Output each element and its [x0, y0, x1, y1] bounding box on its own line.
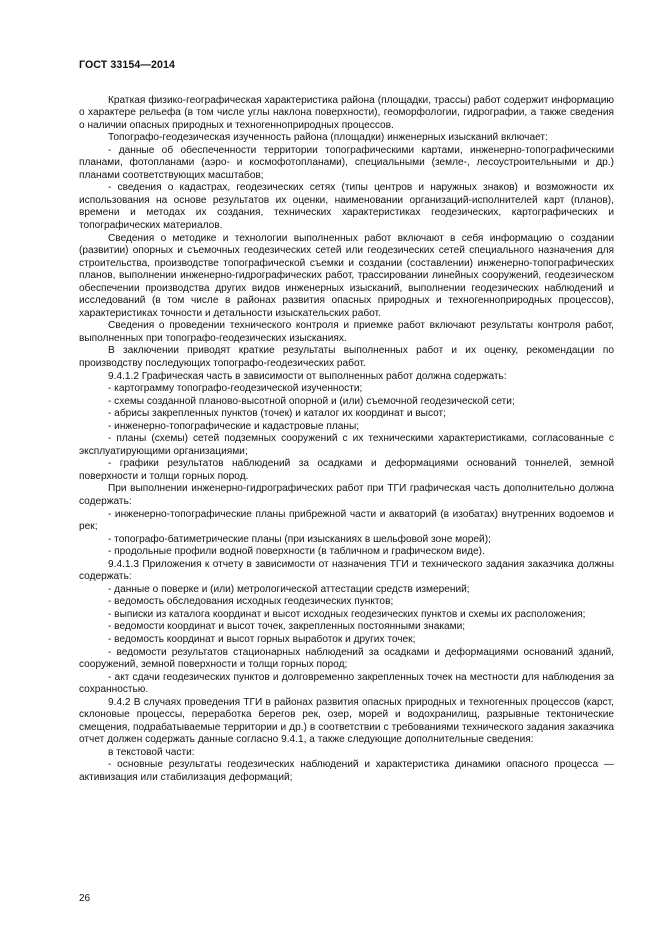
list-item: - ведомости результатов стационарных наблюдений за осадками и деформациями оснований зданий, сооружений, земной поверхности и толщи горных пород;: [79, 646, 614, 671]
list-item: - ведомость координат и высот горных выработок и других точек;: [108, 634, 416, 646]
list-item: - ведомости координат и высот точек, закрепленных постоянными знаками;: [108, 621, 466, 633]
paragraph: Сведения о проведении технического контроля и приемке работ включают результаты контроля работ, выполненных при топографо-геодезических изысканиях.: [79, 320, 614, 344]
paragraph: При выполнении инженерно-гидрографических работ при ТГИ графическая часть дополнительно должна содержать:: [79, 483, 614, 507]
paragraph: Топографо-геодезическая изученность района (площадки) инженерных изысканий включает:: [108, 132, 548, 144]
list-item: - акт сдачи геодезических пунктов и долговременно закрепленных точек на местности для наблюдения за сохранностью.: [79, 671, 614, 696]
list-item: - планы (схемы) сетей подземных сооружений с их техническими характеристиками, согласованные с эксплуатирующими организациями;: [79, 433, 614, 457]
list-item: - сведения о кадастрах, геодезических сетях (типы центров и наружных знаков) и возможности их использования на основе результатов их оценки, наименовании организаций-исполнителей карт (планов), времени и методах их создания, технических характеристиках геодезических, картографических и топографических материалов.: [79, 182, 614, 231]
document-body: [79, 95, 614, 785]
clause-9-4-1-3: 9.4.1.3 Приложения к отчету в зависимости от назначения ТГИ и технического задания заказчика должны содержать:: [79, 558, 614, 583]
list-item: - продольные профили водной поверхности (в табличном и графическом виде).: [108, 546, 485, 558]
paragraph: Краткая физико-географическая характеристика района (площадки, трассы) работ содержит информацию о характере рельефа (в том числе углы наклона поверхности), геоморфологии, гидрографии, а также сведения о наличии опасных природных и техногенноприродных процессов.: [79, 94, 614, 131]
list-item: - абрисы закрепленных пунктов (точек) и каталог их координат и высот;: [108, 408, 446, 420]
list-item: - основные результаты геодезических наблюдений и характеристика динамики опасного процесса — активизация или стабилизация деформаций;: [79, 759, 614, 784]
paragraph: Сведения о методике и технологии выполненных работ включают в себя информацию о создании (развитии) опорных и съемочных геодезических сетей или геодезических сетей специального назначения для строительства, производстве топографической съемки и создании (составлении) инженерно-топографических планов, выполнении инженерно-гидрографических работ, трассировании линейных сооружений, геодезическом обеспечении производства других видов инженерных изысканий, выполнении геодезических наблюдений и исследований (в том числе в районах развития опасных природных и техногенноприродных процессов), характеристиках точности и детальности изыскательских работ.: [79, 232, 614, 319]
list-item: - инженерно-топографические и кадастровые планы;: [108, 420, 360, 432]
document-header: ГОСТ 33154—2014: [79, 59, 176, 71]
list-item: - топографо-батиметрические планы (при изысканиях в шельфовой зоне морей);: [108, 533, 491, 545]
list-item: - схемы созданной планово-высотной опорной и (или) съемочной геодезической сети;: [108, 395, 515, 407]
list-item: - графики результатов наблюдений за осадками и деформациями оснований тоннелей, земной поверхности и толщи горных пород.: [79, 458, 614, 482]
list-item: - картограмму топографо-геодезической изученности;: [108, 383, 363, 395]
page-number: 26: [79, 893, 91, 904]
paragraph: В заключении приводят краткие результаты выполненных работ и их оценку, рекомендации по производству последующих топографо-геодезических работ.: [79, 345, 614, 369]
clause-9-4-2: 9.4.2 В случаях проведения ТГИ в районах развития опасных природных и техногенных процессов (карст, склоновые процессы, переработка берегов рек, озер, морей и водохранилищ, разрывные тектонические смещения, подрабатываемые территории и др.) в соответствии с требованиями технического задания заказчика отчет должен содержать данные согласно 9.4.1, а также следующие дополнительные сведения:: [79, 696, 614, 746]
clause-9-4-1-2: 9.4.1.2 Графическая часть в зависимости от выполненных работ должна содержать:: [108, 370, 507, 382]
list-item: - данные об обеспеченности территории топографическими картами, инженерно-топографическими планами, фотопланами (аэро- и космофотопланами), специальными (земле-, лесоустроительными и др.) планами соответствующих масштабов;: [79, 144, 614, 181]
list-item: - выписки из каталога координат и высот исходных геодезических пунктов и схемы их расположения;: [108, 608, 586, 620]
list-item: - ведомость обследования исходных геодезических пунктов;: [108, 596, 394, 608]
list-item: - данные о поверке и (или) метрологической аттестации средств измерений;: [108, 583, 470, 595]
list-item: - инженерно-топографические планы прибрежной части и акваторий (в изобатах) внутренних водоемов и рек;: [79, 508, 614, 533]
paragraph: в текстовой части:: [108, 746, 195, 758]
